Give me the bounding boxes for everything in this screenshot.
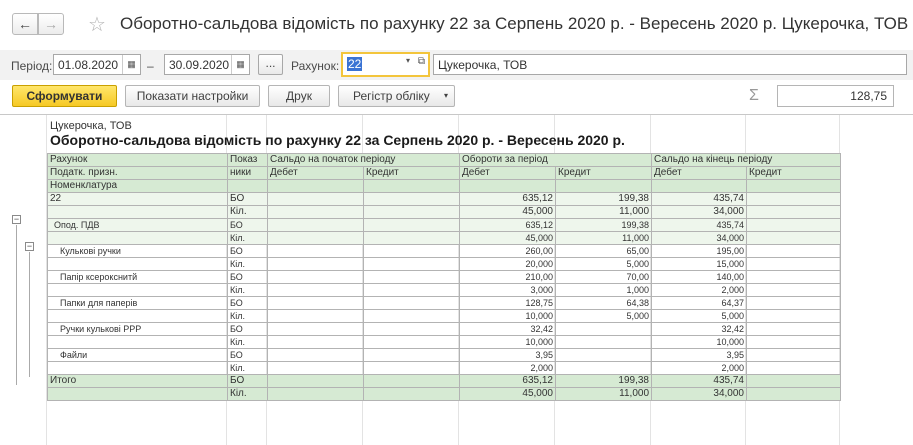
row-indicator: БО xyxy=(228,219,268,232)
turnover-credit: 64,38 xyxy=(556,297,652,310)
closing-debit: 2,000 xyxy=(652,362,747,375)
date-from-field[interactable] xyxy=(53,54,141,75)
header-indicators-2: ники xyxy=(228,167,268,180)
row-name[interactable]: Папір ксерокснитй xyxy=(48,271,228,284)
company-value: Цукерочка, ТОВ xyxy=(438,58,528,72)
total-row-name: Итого xyxy=(48,375,228,388)
open-form-icon[interactable]: ⧉ xyxy=(417,56,425,67)
header-opening-debit: Дебет xyxy=(268,167,364,180)
header-indicators: Показ xyxy=(228,154,268,167)
turnover-debit: 32,42 xyxy=(460,323,556,336)
turnover-credit: 5,000 xyxy=(556,258,652,271)
turnover-debit: 20,000 xyxy=(460,258,556,271)
company-field[interactable] xyxy=(433,54,907,75)
closing-debit: 140,00 xyxy=(652,271,747,284)
turnover-credit: 11,000 xyxy=(556,206,652,219)
period-label: Період: xyxy=(11,59,53,73)
row-name[interactable]: 22 xyxy=(48,193,228,206)
total-closing-debit: 435,74 xyxy=(652,375,747,388)
row-indicator: Кіл. xyxy=(228,284,268,297)
closing-debit: 34,000 xyxy=(652,206,747,219)
turnover-credit: 11,000 xyxy=(556,232,652,245)
sum-icon: Σ xyxy=(749,87,759,104)
report-organization: Цукерочка, ТОВ xyxy=(50,120,132,132)
report-area[interactable] xyxy=(0,114,913,445)
turnover-credit: 199,38 xyxy=(556,219,652,232)
total-turnover-debit: 635,12 xyxy=(460,375,556,388)
period-select-button[interactable]: ... xyxy=(258,54,283,75)
window-titlebar xyxy=(0,0,913,46)
turnover-debit: 10,000 xyxy=(460,336,556,349)
total-turnover-credit: 199,38 xyxy=(556,375,652,388)
closing-debit: 34,000 xyxy=(652,232,747,245)
header-turnover-credit: Кредит xyxy=(556,167,652,180)
turnover-debit: 3,95 xyxy=(460,349,556,362)
total-closing-debit: 34,000 xyxy=(652,388,747,401)
closing-debit: 32,42 xyxy=(652,323,747,336)
row-indicator: БО xyxy=(228,297,268,310)
row-name[interactable]: Опод. ПДВ xyxy=(48,219,228,232)
header-closing-balance: Сальдо на кінець періоду xyxy=(652,154,841,167)
row-name[interactable]: Кулькові ручки xyxy=(48,245,228,258)
collapse-group-icon[interactable]: − xyxy=(26,241,33,251)
register-button-label: Регістр обліку xyxy=(353,89,430,103)
row-indicator: Кіл. xyxy=(228,388,268,401)
account-label: Рахунок: xyxy=(291,59,340,73)
closing-debit: 195,00 xyxy=(652,245,747,258)
closing-debit: 2,000 xyxy=(652,284,747,297)
header-turnover-debit: Дебет xyxy=(460,167,556,180)
period-dash: – xyxy=(147,59,154,73)
header-account: Рахунок xyxy=(48,154,228,167)
row-indicator: Кіл. xyxy=(228,206,268,219)
header-opening-balance: Сальдо на початок періоду xyxy=(268,154,460,167)
register-button[interactable] xyxy=(338,85,455,107)
generate-button[interactable]: Сформувати xyxy=(12,85,117,107)
closing-debit: 5,000 xyxy=(652,310,747,323)
header-closing-debit: Дебет xyxy=(652,167,747,180)
closing-debit: 435,74 xyxy=(652,193,747,206)
window-title: Оборотно-сальдова відомість по рахунку 22 за Серпень 2020 р. - Вересень 2020 р. Цукерочка, ТОВ xyxy=(120,14,909,33)
row-indicator: Кіл. xyxy=(228,310,268,323)
turnover-debit: 2,000 xyxy=(460,362,556,375)
report-title: Оборотно-сальдова відомість по рахунку 22 за Серпень 2020 р. - Вересень 2020 р. xyxy=(50,132,625,148)
turnover-debit: 260,00 xyxy=(460,245,556,258)
command-bar xyxy=(0,82,913,112)
turnover-credit xyxy=(556,349,652,362)
turnover-credit xyxy=(556,336,652,349)
row-indicator: БО xyxy=(228,193,268,206)
header-closing-credit: Кредит xyxy=(747,167,841,180)
sum-field: 128,75 xyxy=(777,85,894,107)
header-tax: Податк. призн. xyxy=(48,167,228,180)
header-turnover: Обороти за період xyxy=(460,154,652,167)
header-nomenclature: Номенклатура xyxy=(48,180,228,193)
turnover-credit: 199,38 xyxy=(556,193,652,206)
calendar-icon[interactable]: ▦ xyxy=(122,55,140,74)
show-settings-button[interactable]: Показати настройки xyxy=(125,85,260,107)
turnover-debit: 3,000 xyxy=(460,284,556,297)
account-value: 22 xyxy=(348,57,362,71)
header-opening-credit: Кредит xyxy=(364,167,460,180)
report-table xyxy=(47,153,841,401)
row-indicator: БО xyxy=(228,349,268,362)
back-button[interactable]: ← xyxy=(12,13,38,35)
calendar-icon[interactable]: ▦ xyxy=(231,55,249,74)
closing-debit: 435,74 xyxy=(652,219,747,232)
row-indicator: Кіл. xyxy=(228,362,268,375)
row-name[interactable]: Файли xyxy=(48,349,228,362)
turnover-debit: 210,00 xyxy=(460,271,556,284)
row-indicator: Кіл. xyxy=(228,258,268,271)
row-indicator: БО xyxy=(228,271,268,284)
dropdown-arrow-icon: ▾ xyxy=(443,91,448,100)
date-from-value: 01.08.2020 xyxy=(58,58,119,72)
date-to-value: 30.09.2020 xyxy=(169,58,230,72)
dropdown-arrow-icon[interactable]: ▾ xyxy=(405,56,410,65)
row-indicator: БО xyxy=(228,375,268,388)
collapse-all-icon[interactable]: − xyxy=(13,214,20,224)
turnover-debit: 635,12 xyxy=(460,193,556,206)
total-turnover-debit: 45,000 xyxy=(460,388,556,401)
turnover-debit: 635,12 xyxy=(460,219,556,232)
turnover-credit: 1,000 xyxy=(556,284,652,297)
turnover-debit: 45,000 xyxy=(460,206,556,219)
turnover-credit: 70,00 xyxy=(556,271,652,284)
turnover-debit: 128,75 xyxy=(460,297,556,310)
turnover-debit: 45,000 xyxy=(460,232,556,245)
row-indicator: БО xyxy=(228,323,268,336)
row-indicator: Кіл. xyxy=(228,336,268,349)
forward-button[interactable]: → xyxy=(38,13,64,35)
turnover-credit: 65,00 xyxy=(556,245,652,258)
filter-bar xyxy=(0,50,913,80)
closing-debit: 10,000 xyxy=(652,336,747,349)
turnover-debit: 10,000 xyxy=(460,310,556,323)
account-field[interactable] xyxy=(341,52,430,77)
closing-debit: 3,95 xyxy=(652,349,747,362)
date-to-field[interactable] xyxy=(164,54,250,75)
turnover-credit xyxy=(556,362,652,375)
row-name[interactable]: Папки для паперів xyxy=(48,297,228,310)
turnover-credit: 5,000 xyxy=(556,310,652,323)
print-button[interactable]: Друк xyxy=(268,85,330,107)
total-turnover-credit: 11,000 xyxy=(556,388,652,401)
closing-debit: 15,000 xyxy=(652,258,747,271)
row-indicator: БО xyxy=(228,245,268,258)
row-indicator: Кіл. xyxy=(228,232,268,245)
closing-debit: 64,37 xyxy=(652,297,747,310)
favorite-star-icon[interactable]: ☆ xyxy=(88,14,106,36)
turnover-credit xyxy=(556,323,652,336)
row-name[interactable]: Ручки кулькові PPP xyxy=(48,323,228,336)
